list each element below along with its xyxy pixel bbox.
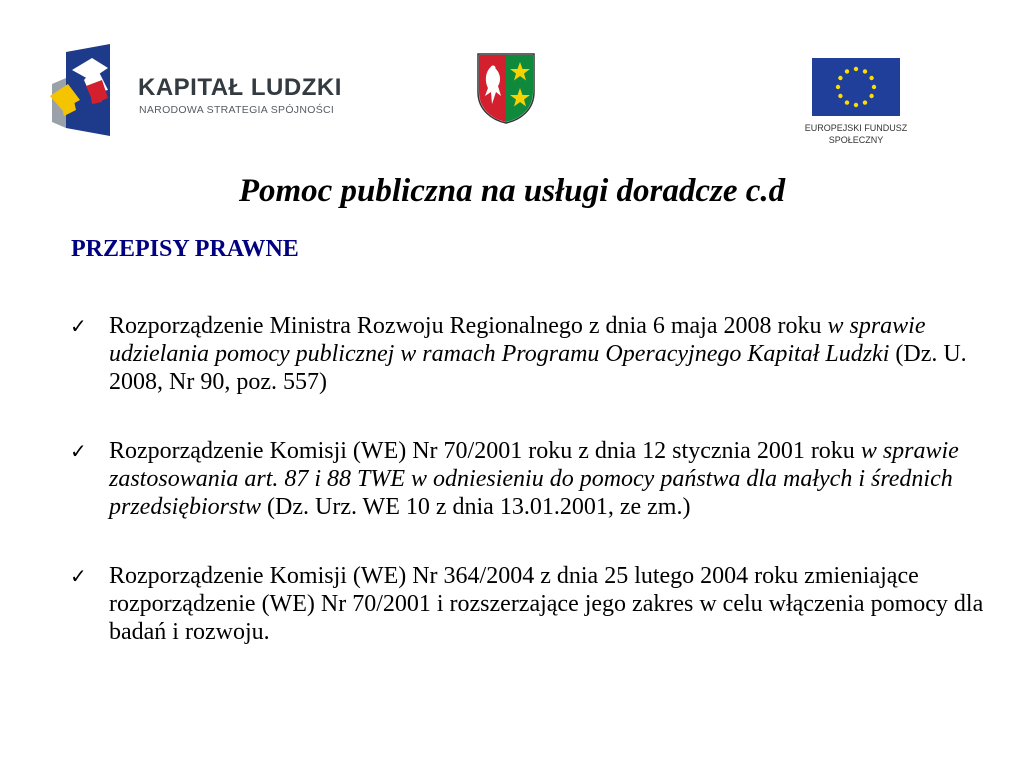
kapital-ludzki-title: KAPITAŁ LUDZKI — [138, 74, 342, 101]
list-item — [70, 312, 990, 396]
checkmark-icon: ✓ — [70, 564, 87, 588]
list-item — [70, 562, 990, 646]
item-text-italic: w sprawie zastosowania art. 87 i 88 TWE w odniesieniu do pomocy państwa dla małych i średnich przedsiębiorstw — [109, 438, 959, 520]
eu-flag-icon — [812, 58, 900, 116]
item-text: Rozporządzenie Ministra Rozwoju Regionalnego z dnia 6 maja 2008 roku — [109, 313, 828, 339]
kapital-ludzki-emblem-icon — [50, 44, 134, 138]
coat-of-arms-logo — [476, 52, 536, 124]
item-text: Rozporządzenie Komisji (WE) Nr 70/2001 roku z dnia 12 stycznia 2001 roku — [109, 438, 861, 464]
coat-of-arms-icon — [476, 52, 536, 124]
item-text-after: (Dz. U. 2008, Nr 90, poz. 557) — [109, 341, 967, 395]
eu-fund-logo — [800, 58, 916, 150]
checkmark-icon: ✓ — [70, 314, 87, 338]
item-text-after: (Dz. Urz. WE 10 z dnia 13.01.2001, ze zm.) — [261, 494, 691, 520]
item-text: Rozporządzenie Komisji (WE) Nr 364/2004 z dnia 25 lutego 2004 roku zmieniające rozporządzenie (WE) Nr 70/2001 i rozszerzające jego zakres w celu włączenia pomocy dla badań i rozwoju. — [109, 563, 984, 645]
kapital-ludzki-logo — [50, 44, 370, 138]
item-text-italic: w sprawie udzielania pomocy publicznej w ramach Programu Operacyjnego Kapitał Ludzki — [109, 313, 926, 367]
checkmark-icon: ✓ — [70, 439, 87, 463]
kapital-ludzki-subtitle: NARODOWA STRATEGIA SPÓJNOŚCI — [139, 104, 335, 116]
section-heading: PRZEPISY PRAWNE — [71, 236, 299, 262]
regulation-list — [70, 312, 990, 687]
eu-caption-line-2: SPOŁECZNY — [828, 135, 884, 145]
list-item — [70, 437, 990, 521]
eu-caption-line-1: EUROPEJSKI FUNDUSZ — [804, 123, 908, 133]
slide-title: Pomoc publiczna na usługi doradcze c.d — [238, 173, 786, 209]
eu-fund-caption — [800, 122, 912, 146]
